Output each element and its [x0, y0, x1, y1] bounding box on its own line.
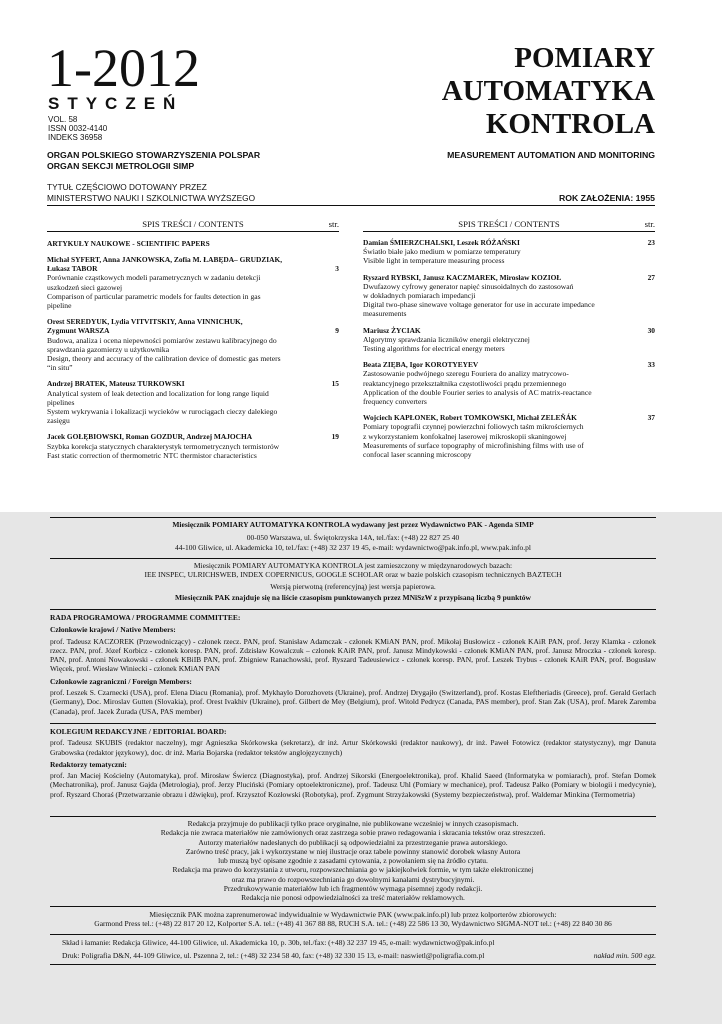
toc-entry [47, 255, 339, 310]
organ-line: ORGAN SEKCJI METROLOGII SIMP [47, 161, 195, 171]
toc-entry [47, 379, 339, 425]
toc-entry-title-line: Application of the double Fourier series to analysis of AC matrix-reactance [363, 387, 592, 397]
policy-line: Redakcja nie ponosi odpowiedzialności za treść materiałów reklamowych. [241, 893, 465, 903]
toc-entry-title-line: uszkodzeń sieci gazowej [47, 282, 123, 292]
toc-entry [47, 317, 339, 372]
typeset-line: Skład i łamanie: Redakcja Gliwice, 44-100 Gliwice, ul. Akademicka 10, p. 30b, tel./fax: (+48) 32 237 19 45, e-mail: wydawnictwo@pak.info.pl [62, 938, 495, 947]
policy-line: oraz ma prawo do rozpowszechniania go dowolnymi kanałami dystrybucyjnymi. [231, 874, 475, 884]
toc-entry-page: 27 [647, 272, 655, 282]
toc-entry-title-line: Zastosowanie podwójnego szeregu Fouriera do analizy matrycowo- [363, 369, 569, 379]
toc-entry-authors: Jacek GOŁĘBIOWSKI, Roman GOZDUR, Andrzej MAJOCHA [47, 432, 253, 442]
print-line [62, 951, 656, 960]
toc-heading-text: SPIS TREŚCI / CONTENTS [142, 219, 244, 229]
policy-line: Redakcja ma prawo do korzystania z utworu, rozpowszechniania go w jakiejkolwiek formie, w tym także elektronicznej [172, 865, 534, 875]
toc-page-label: str. [328, 219, 339, 229]
toc-entry-authors: Damian ŚMIERZCHALSKI, Leszek RÓŻAŃSKI [363, 238, 520, 247]
toc-entry-page: 15 [331, 379, 339, 389]
indexing-line: Miesięcznik PAK znajduje się na liście czasopism punktowanych przez MNiSzW z przypisaną liczbą 9 punktów [175, 592, 531, 602]
toc-entry [363, 326, 655, 354]
divider [50, 723, 656, 724]
toc-entry-authors: Łukasz TABOR [47, 264, 98, 274]
toc-entry-page: 33 [647, 360, 655, 370]
editorial-title: KOLEGIUM REDAKCYJNE / EDITORIAL BOARD: [50, 727, 227, 736]
toc-entry-title-line: z wykorzystaniem konfokalnej laserowej mikroskopii skaningowej [363, 431, 567, 441]
editorial-subtitle: Redaktorzy tematyczni: [50, 759, 127, 769]
divider [50, 816, 656, 817]
toc-entry-title-line: zasięgu [47, 416, 70, 426]
toc-entry-title-line: pipelines [47, 397, 75, 407]
issn: ISSN 0032-4140 [48, 124, 108, 133]
funding-line: MINISTERSTWO NAUKI I SZKOLNICTWA WYŻSZEGO [47, 192, 256, 203]
publisher-info [50, 520, 656, 552]
journal-title [442, 42, 655, 141]
toc-heading-text: SPIS TREŚCI / CONTENTS [458, 219, 560, 229]
toc-entry-authors: Michał SYFERT, Anna JANKOWSKA, Zofia M. ŁABĘDA– GRUDZIAK, [47, 255, 283, 264]
organ-polish [47, 150, 260, 172]
toc-entry-title-line: “in situ” [47, 363, 73, 373]
divider [50, 964, 656, 965]
toc-entry-title-line: Porównanie cząstkowych modeli parametrycznych w zadaniu detekcji [47, 273, 261, 283]
committee-subtitle: Członkowie krajowi / Native Members: [50, 625, 176, 635]
toc-entry-title-line: reaktancyjnego przekształtnika częstotliwości prądu przemiennego [363, 378, 567, 388]
indexing-line: Miesięcznik POMIARY AUTOMATYKA KONTROLA jest zamieszczony w międzynarodowych bazach: [193, 561, 513, 570]
toc-entry [363, 360, 655, 406]
toc-entry-page: 3 [335, 264, 339, 273]
editorial-members: prof. Jan Maciej Kościelny (Automatyka), prof. Mirosław Świercz (Diagnostyka), prof. Andrzej Sikorski (Energoelektronika), prof. Khalid Saeed (Informatyka w pomiarach), prof. Stefan Domek (Mechatronika), prof. Janusz Gajda (Metrologia), prof. Jerzy Pluciński (Pomiary optoelektroniczne), prof. Tadeusz Uhl (Pomiary w mechanice), prof. Tadeusz Pałko (Pomiary w biologii i medycynie), prof. Ryszard Choraś (Przetwarzanie obrazu i dźwięku), prof. Krzysztof Kozłowski (Robotyka), prof. Zygmunt Strzyżakowski (Systemy bezpieczeństwa), prof. Waldemar Minkina (Termometria) [50, 771, 656, 799]
toc-heading [363, 217, 655, 231]
divider [50, 934, 656, 935]
toc-entry-page: 23 [647, 238, 655, 247]
committee-members: prof. Tadeusz KACZOREK (Przewodniczący) - członek rzecz. PAN, prof. Stanisław Adamczak - członek KMiAN PAN, prof. Mikołaj Busłowicz - członek KAiR PAN, prof. Jerzy Klamka - członek rzecz. PAN, prof. Józef Korbicz - członek koresp. PAN, prof. Zdzisław Kowalczuk – członek KAiR PAN, prof. Janusz Mindykowski - członek KMiAN PAN, prof. Janusz Mroczka - członek koresp. PAN, prof. Antoni Nowakowski - członek KBiIB PAN, prof. Zbigniew Ranachowski, prof. Ryszard Tadeusiewicz - członek koresp. PAN, prof. Leszek Trybus - członek KAiR PAN, prof. Bogusław Więcek, prof. Wiesław Winiecki - członek KMiAN PAN [50, 636, 656, 674]
divider [47, 205, 655, 206]
subscription-line: Miesięcznik PAK można zaprenumerować indywidualnie w Wydawnictwie PAK (www.pak.info.pl) lub przez kolporterów zbiorowych: [149, 910, 557, 919]
publisher-address: 00-050 Warszawa, ul. Świętokrzyska 14A, tel./fax: (+48) 22 827 25 40 [246, 533, 460, 543]
toc-entry-title-line: Fast static correction of thermometric NTC thermistor characteristics [47, 450, 257, 460]
journal-title-line: POMIARY [514, 42, 655, 74]
toc-entry-authors: Andrzej BRATEK, Mateusz TURKOWSKI [47, 379, 185, 389]
toc-entry-title-line: frequency converters [363, 397, 427, 407]
toc-entry-page: 9 [335, 326, 339, 336]
editorial-members: prof. Tadeusz SKUBIS (redaktor naczelny), mgr Agnieszka Skórkowska (sekretarz), dr inż. Artur Skórkowski (redaktor naukowy), dr inż. Paweł Fotowicz (redaktor statystyczny), mgr Danuta Grabowska (redaktor językowy), doc. dr inż. Maria Bojarska (redaktor tekstów anglojęzycznych) [50, 738, 656, 757]
editorial-policy [50, 819, 656, 903]
divider [50, 609, 656, 610]
toc-entry-title-line: pipeline [47, 301, 72, 311]
printer-address: Druk: Poligrafia D&N, 44-109 Gliwice, ul. Pszenna 2, tel.: (+48) 32 234 58 40, fax: (+48) 32 330 15 13, e-mail: naswietl@poligrafia.com.pl [62, 951, 485, 961]
toc-entry-title-line: Digital two-phase sinewave voltage generator for use in accurate impedance [363, 300, 595, 310]
printing-info [50, 938, 656, 961]
toc-entry-authors: Zygmunt WARSZA [47, 326, 110, 336]
issue-month: STYCZEŃ [48, 94, 184, 113]
funding-note [47, 182, 255, 203]
policy-line: Autorzy materiałów nadesłanych do publikacji są odpowiedzialni za przestrzeganie prawa autorskiego. [198, 837, 508, 847]
toc-entry-title-line: sprawdzania gazomierzy u użytkownika [47, 344, 170, 354]
programme-committee [50, 613, 656, 716]
committee-title: RADA PROGRAMOWA / PROGRAMME COMMITTEE: [50, 613, 241, 622]
toc-right-column [363, 217, 655, 459]
toc-entry [363, 273, 655, 319]
toc-entry-authors: Mariusz ŻYCIAK [363, 325, 421, 335]
subscription-info [50, 910, 656, 929]
organ-english: MEASUREMENT AUTOMATION AND MONITORING [447, 150, 655, 160]
toc-entry-title-line: Analytical system of leak detection and localization for long range liquid [47, 388, 269, 398]
indexing-info [50, 561, 656, 602]
toc-entry-title-line: measurements [363, 309, 407, 319]
indexing-line: Wersją pierwotną (referencyjną) jest wersja papierowa. [270, 581, 436, 591]
toc-entry-authors: Wojciech KAPŁONEK, Robert TOMKOWSKI, Michał ZELEŇÁK [363, 413, 577, 423]
toc-entry-page: 30 [647, 325, 655, 335]
toc-heading [47, 217, 339, 231]
toc-entry-authors: Beata ZIĘBA, Igor KOROTYEYEV [363, 360, 479, 370]
toc-page-label: str. [644, 219, 655, 229]
toc-entry-page: 37 [647, 413, 655, 423]
toc-entries [363, 238, 655, 459]
toc-entry-title-line: Comparison of particular parametric models for faults detection in gas [47, 291, 261, 301]
toc-left-column [47, 217, 339, 460]
volume: VOL. 58 [48, 115, 78, 124]
toc-entry-title-line: confocal laser scanning microscopy [363, 450, 472, 460]
journal-title-line: AUTOMATYKA [441, 75, 655, 107]
divider [50, 906, 656, 907]
toc-entry-title-line: w dokładnych pomiarach impedancji [363, 291, 476, 301]
committee-members: prof. Leszek S. Czarnecki (USA), prof. Elena Diacu (Romania), prof. Mykhaylo Dorozhovets (Ukraine), prof. Andrzej Drygajło (Switzerland), prof. Kostas Eleftheriadis (Greece), prof. Gerald Gerlach (Germany), Doc. Miroslav Gutten (Slovakia), prof. Orest Ivakhiv (Ukraine), prof. Gilbert de Mey (Belgium), prof. Witold Pedrycz (Canada, PAS member), prof. Stan Zak (USA), prof. Marek Zaremba (Canada), prof. Jacek Żurada (USA, PAS member) [50, 688, 656, 716]
policy-line: Redakcja przyjmuje do publikacji tylko prace oryginalne, nie publikowane wcześniej w innych czasopismach. [187, 819, 519, 828]
toc-entry-title-line: Dwufazowy cyfrowy generator napięć sinusoidalnych do zastosowań [363, 281, 574, 291]
toc-entries [47, 255, 339, 460]
divider [50, 558, 656, 559]
toc-entry-title-line: Measurements of surface topography of microfinishing films with use of [363, 440, 584, 450]
toc-entry-title-line: Szybka korekcja statycznych charakterystyk termometrycznych termistorów [47, 441, 280, 451]
policy-lines [50, 819, 656, 903]
toc-entry-authors: Orest SEREDYUK, Lydia VITVITSKIY, Anna VINNICHUK, [47, 317, 243, 327]
index-number: INDEKS 36958 [48, 133, 103, 142]
toc-entry [363, 413, 655, 459]
toc-entry-title-line: Pomiary topografii czynnej powierzchni foliowych taśm mikrościernych [363, 422, 584, 432]
toc-entry [47, 432, 339, 460]
founded-year: ROK ZAŁOŻENIA: 1955 [558, 193, 655, 203]
funding-line: TYTUŁ CZĘŚCIOWO DOTOWANY PRZEZ [47, 182, 207, 192]
toc-entry-page: 19 [331, 432, 339, 442]
publisher-title: Miesięcznik POMIARY AUTOMATYKA KONTROLA wydawany jest przez Wydawnictwo PAK - Agenda SIMP [172, 520, 534, 529]
toc-entry-title-line: Światło białe jako medium w pomiarze temperatury [363, 247, 521, 257]
indexing-line: IEE INSPEC, ULRICHSWEB, INDEX COPERNICUS, GOOGLE SCHOLAR oraz w bazie polskich czasopism technicznych BAZTECH [144, 570, 562, 580]
toc-entry-authors: Ryszard RYBSKI, Janusz KACZMAREK, Mirosław KOZIOŁ [363, 272, 562, 282]
publisher-address: 44-100 Gliwice, ul. Akademicka 10, tel./fax: (+48) 32 237 19 45, e-mail: wydawnictwo@pak.info.pl, www.pak.info.pl [175, 542, 531, 552]
policy-line: lub muszą być opisane zgodnie z zasadami cytowania, z powołaniem się na źródło cytatu. [218, 856, 488, 866]
committee-subtitle: Członkowie zagraniczni / Foreign Members: [50, 676, 192, 686]
toc-entry-title-line: Budowa, analiza i ocena niepewności pomiarów zestawu kalibracyjnego do [47, 335, 277, 345]
toc-entry-title-line: Testing algorithms for electrical energy meters [363, 344, 505, 354]
toc-entry-title-line: Algorytmy sprawdzania liczników energii elektrycznej [363, 334, 530, 344]
policy-line: Redakcja nie zwraca materiałów nie zamówionych oraz zastrzega sobie prawo redagowania i skracania tekstów oraz streszczeń. [160, 828, 546, 838]
subscription-line: Garmond Press tel.: (+48) 22 817 20 12, Kolporter S.A. tel.: (+48) 41 367 88 88, RUCH S.A. tel.: (+48) 22 586 13 30, Wydawnictwo SIGMA-NOT tel.: (+48) 22 840 30 86 [94, 919, 612, 929]
toc-entry-title-line: System wykrywania i lokalizacji wycieków w rurociągach cieczy dalekiego [47, 407, 278, 417]
editorial-board [50, 727, 656, 799]
circulation-note: nakład min. 500 egz. [593, 951, 656, 961]
organ-line: ORGAN POLSKIEGO STOWARZYSZENIA POLSPAR [47, 150, 261, 160]
policy-line: Zarówno treść pracy, jak i wykorzystane w niej ilustracje oraz tabele powinny stanowić dorobek własny Autora [185, 846, 521, 856]
toc-entry-title-line: Design, theory and accuracy of the calibration device of domestic gas meters [47, 354, 281, 364]
toc-entry [363, 238, 655, 266]
toc-entry-title-line: Visible light in temperature measuring process [363, 256, 505, 266]
divider [50, 517, 656, 518]
toc-section-title: ARTYKUŁY NAUKOWE - SCIENTIFIC PAPERS [47, 239, 210, 248]
journal-title-line: KONTROLA [485, 108, 655, 140]
policy-line: Przedrukowywanie materiałów lub ich fragmentów wymaga pisemnej zgody redakcji. [223, 884, 483, 894]
issue-number: 1-2012 [47, 38, 200, 98]
